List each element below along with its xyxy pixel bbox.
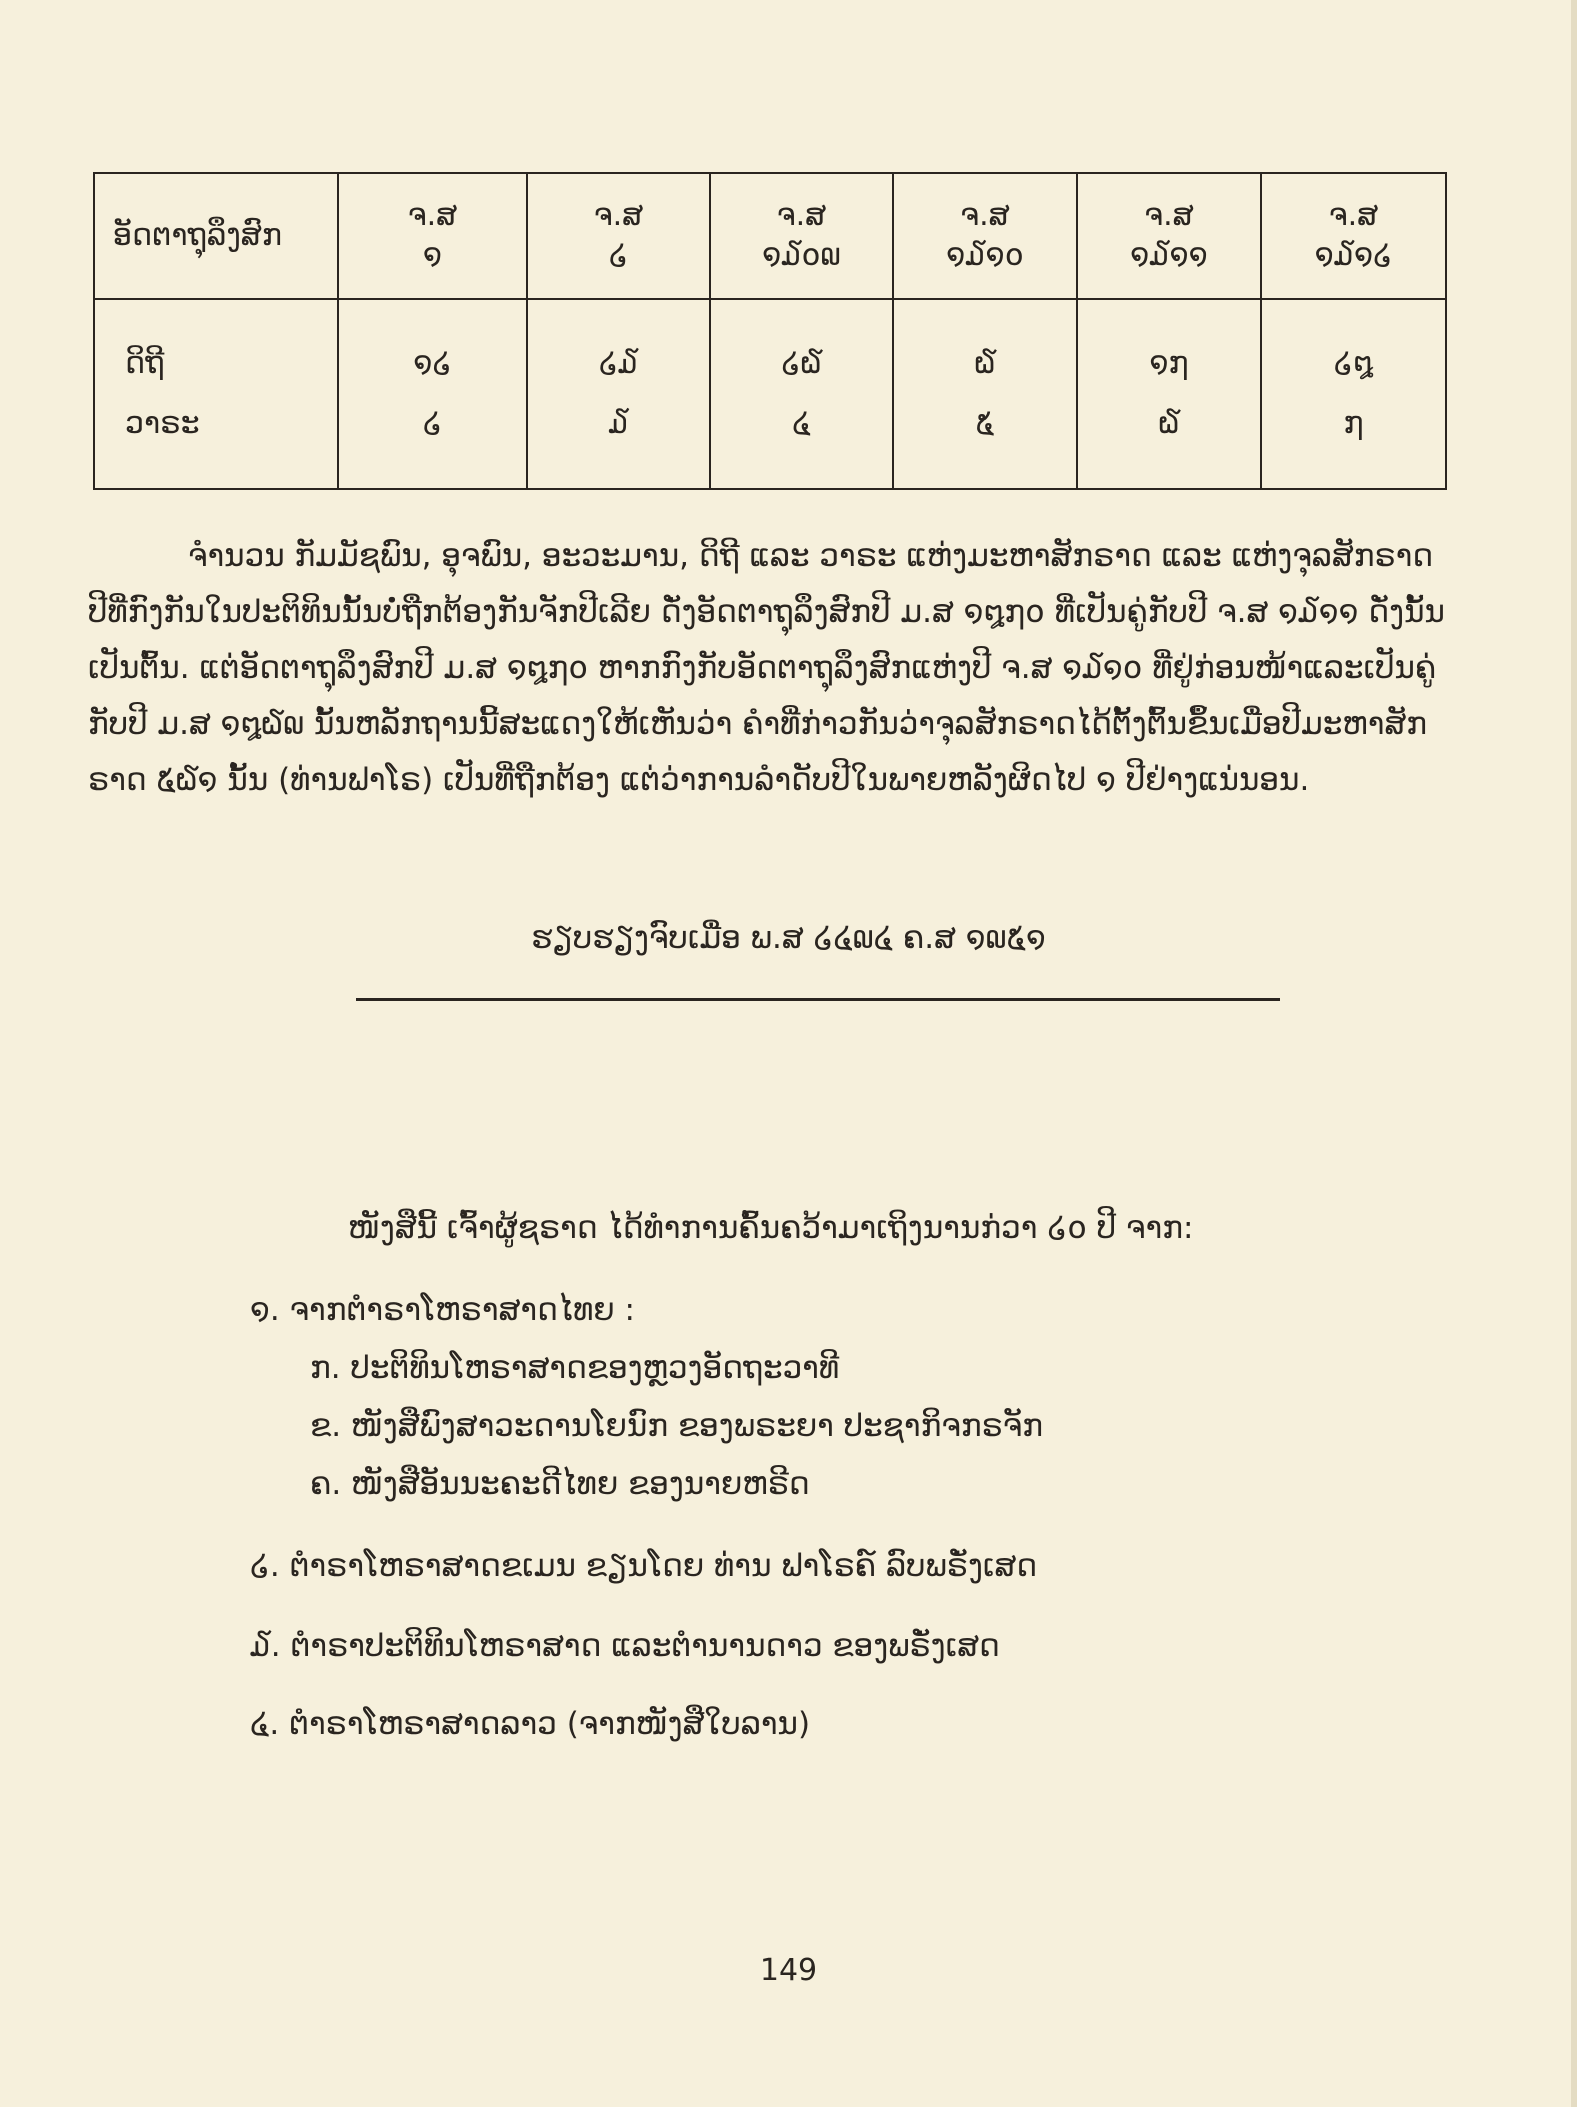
sources-intro: ໜັງສືນີ້ ເຈົ້າຜູ້ຊຣາດ ໄດ້ທຳການຄົ້ນຄວ້າມາເຖິງນານກ່ວາ ໒໐ ປີ ຈາກ: — [348, 1210, 1194, 1246]
table-cell: ໒໖ ໔ — [710, 299, 893, 489]
table-cell: ໑໗ ໖ — [1077, 299, 1261, 489]
table-cell: ໒໓ ໓ — [527, 299, 710, 489]
table-cell: ໑໒ ໒ — [338, 299, 527, 489]
completion-note: ຮຽບຮຽງຈົບເມື່ອ ພ.ສ ໒໔໙໔ ຄ.ສ ໑໙໕໑ — [531, 920, 1046, 956]
body-paragraph — [88, 528, 1450, 808]
table-column-header: ຈ.ສ ໑ — [338, 173, 527, 299]
table-column-header: ຈ.ສ ໑໓໑໐ — [893, 173, 1077, 299]
calendar-table — [93, 172, 1447, 490]
source-item: ໔. ຕຳຣາໂຫຣາສາດລາວ (ຈາກໜັງສືໃບລານ) — [250, 1706, 811, 1742]
source-subitem: ກ. ປະຕິທິນໂຫຣາສາດຂອງຫຼວງອັດຖະວາທີ — [310, 1350, 840, 1386]
source-item: ໓. ຕຳຣາປະຕິທິນໂຫຣາສາດ ແລະຕຳນານດາວ ຂອງພຣັ່ງເສດ — [250, 1628, 1000, 1664]
source-subitem: ຄ. ໜັງສືອັນນະຄະດີໄທຍ ຂອງນາຍຫຣີດ — [310, 1466, 810, 1502]
table-column-header: ຈ.ສ ໒ — [527, 173, 710, 299]
table-cell: ໖ ໕ — [893, 299, 1077, 489]
table-column-header: ຈ.ສ ໑໓໐໙ — [710, 173, 893, 299]
table-column-header: ຈ.ສ ໑໓໑໒ — [1261, 173, 1446, 299]
table-column-header: ຈ.ສ ໑໓໑໑ — [1077, 173, 1261, 299]
source-item: ໑. ຈາກຕຳຣາໂຫຣາສາດໄທຍ : — [250, 1292, 635, 1328]
source-item: ໒. ຕຳຣາໂຫຣາສາດຂເມນ ຂຽນໂດຍ ທ່ານ ຟາໂຣຄ໌ ລົບພຣັ່ງເສດ — [250, 1548, 1038, 1584]
page-edge — [1571, 0, 1577, 2107]
horizontal-divider — [356, 998, 1280, 1001]
table-body-row — [94, 299, 1446, 489]
table-header-row — [94, 173, 1446, 299]
table-cell: ໒໘ ໗ — [1261, 299, 1446, 489]
source-subitem: ຂ. ໜັງສືພົງສາວະດານໂຍນົກ ຂອງພຣະຍາ ປະຊາກິຈກຣຈັກ — [310, 1408, 1044, 1444]
table-row-labels: ດິຖີ ວາຣະ — [94, 299, 338, 489]
page-number: 149 — [759, 1953, 818, 1988]
body-paragraph-text: ຈຳນວນ ກັມມັຊພົນ, ອຸຈພົນ, ອະວະມານ, ດິຖີ ແລະ ວາຣະ ແຫ່ງມະຫາສັກຣາດ ແລະ ແຫ່ງຈຸລສັກຣາດປີທີ່ກົງກັນໃນປະຕິທິນນັ້ນບໍ່ຖືກຕ້ອງກັນຈັກປີເລີຍ ດັ່ງອັດຕາຖຸລຶງສົກປີ ມ.ສ ໑໘໗໐ ທີ່ເປັນຄູ່ກັບປີ ຈ.ສ ໑໓໑໑ ດັ່ງນັ້ນເປັນຕົ້ນ. ແຕ່ອັດຕາຖຸລຶງສົກປີ ມ.ສ ໑໘໗໐ ຫາກກົງກັບອັດຕາຖຸລຶງສົກແຫ່ງປີ ຈ.ສ ໑໓໑໐ ທີ່ຢູ່ກ່ອນໜ້າແລະເປັນຄູ່ກັບປີ ມ.ສ ໑໘໖໙ ນັ້ນຫລັກຖານນີ້ສະແດງໃຫ້ເຫັນວ່າ ຄຳທີ່ກ່າວກັນວ່າຈຸລສັກຣາດໄດ້ຕັ້ງຕົ້ນຂຶ້ນເມື່ອປີມະຫາສັກຣາດ ໕໖໑ ນັ້ນ (ທ່ານຟາໂຣ) ເປັນທີ່ຖືກຕ້ອງ ແຕ່ວ່າການລຳດັບປີໃນພາຍຫລັງຜິດໄປ ໑ ປີຢ່າງແນ່ນອນ. — [88, 538, 1445, 798]
table-row-header: ອັດຕາຖຸລຶງສົກ — [94, 173, 338, 299]
